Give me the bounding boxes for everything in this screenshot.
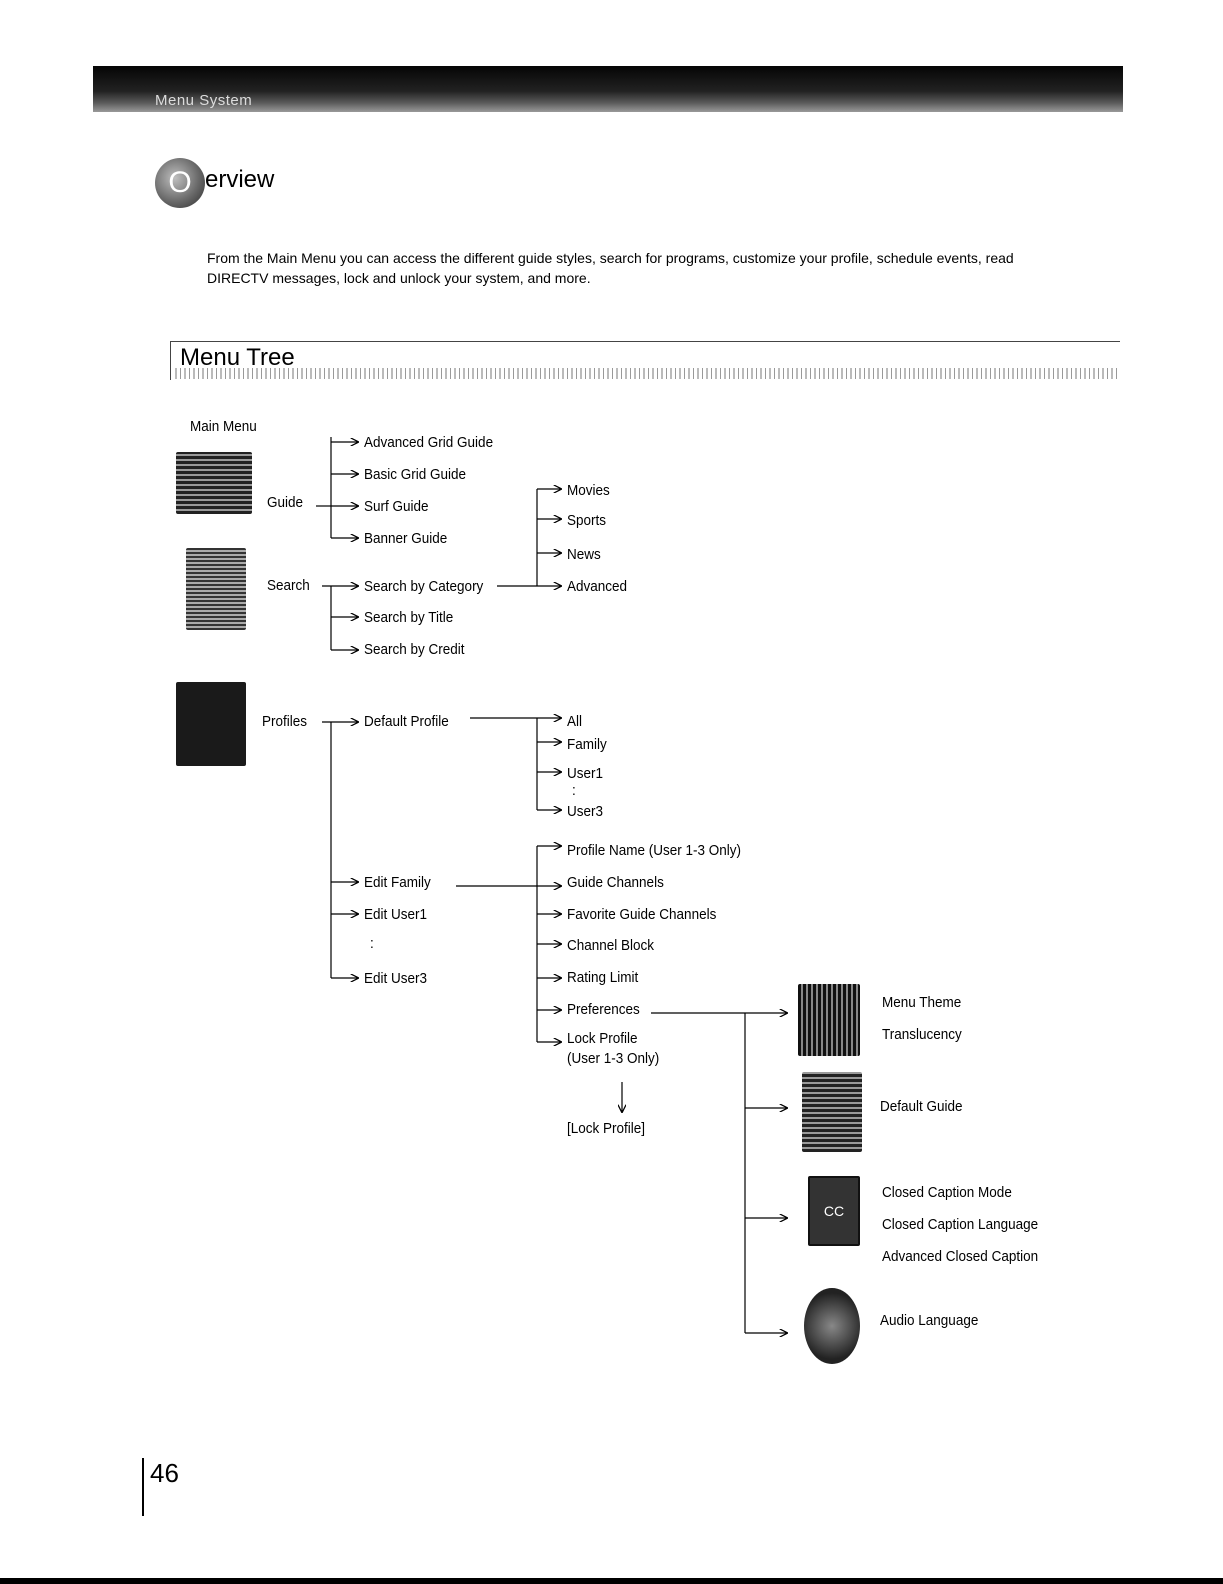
edit-profile-item: Edit User1 (364, 906, 428, 923)
lock-note: (User 1-3 Only) (567, 1050, 660, 1067)
page-number-bar (142, 1458, 144, 1516)
guide-item: Surf Guide (364, 498, 429, 515)
search-item: Search by Title (364, 609, 454, 626)
category-item: Advanced (567, 578, 628, 595)
guide-item: Basic Grid Guide (364, 466, 467, 483)
default-profile-option: Family (567, 736, 607, 753)
intro-paragraph: From the Main Menu you can access the different guide styles, search for programs, customize your profile, schedule events, read DIRECTV messages, lock and unlock your system, and more. (207, 250, 1014, 286)
profiles-icon (176, 682, 246, 766)
footer-line (0, 1578, 1223, 1584)
default-profile-item: Default Profile (364, 713, 449, 730)
closed-caption-icon: CC (808, 1176, 860, 1246)
pref-item: Closed Caption Mode (882, 1184, 1012, 1201)
edit-option: Profile Name (User 1-3 Only) (567, 842, 742, 859)
main-menu-label: Main Menu (190, 418, 257, 435)
search-item: Search by Category (364, 578, 484, 595)
edit-option: Favorite Guide Channels (567, 906, 717, 923)
edit-profile-item: : (370, 935, 374, 952)
section-title: Menu System (155, 92, 253, 109)
pref-item: Translucency (882, 1026, 962, 1043)
default-profile-option: : (572, 782, 576, 799)
pref-item: Default Guide (880, 1098, 963, 1115)
edit-profile-item: Edit User3 (364, 970, 428, 987)
category-item: Movies (567, 482, 610, 499)
pref-item: Menu Theme (882, 994, 962, 1011)
pref-item: Advanced Closed Caption (882, 1248, 1039, 1265)
preferences-option: Preferences (567, 1001, 640, 1018)
category-item: News (567, 546, 601, 563)
search-label: Search (267, 577, 310, 594)
default-profile-option: User3 (567, 803, 604, 820)
overview-badge-icon: O (155, 158, 205, 208)
pref-item: Closed Caption Language (882, 1216, 1039, 1233)
default-profile-option: User1 (567, 765, 604, 782)
edit-option: Guide Channels (567, 874, 664, 891)
guide-item: Banner Guide (364, 530, 448, 547)
edit-option: Channel Block (567, 937, 655, 954)
search-item: Search by Credit (364, 641, 465, 658)
edit-option: Rating Limit (567, 969, 639, 986)
menu-theme-icon (798, 984, 860, 1056)
default-profile-option: All (567, 713, 583, 730)
audio-language-icon (804, 1288, 860, 1364)
edit-option: Lock Profile (567, 1030, 638, 1047)
guide-icon (176, 452, 252, 514)
category-item: Sports (567, 512, 607, 529)
search-icon (186, 548, 246, 630)
default-guide-icon (802, 1072, 862, 1152)
guide-item: Advanced Grid Guide (364, 434, 494, 451)
overview-title: erview (205, 166, 275, 193)
page-number: 46 (150, 1458, 179, 1488)
menu-tree-title: Menu Tree (180, 344, 295, 371)
profiles-label: Profiles (262, 713, 308, 730)
guide-label: Guide (267, 494, 304, 511)
pref-item: Audio Language (880, 1312, 979, 1329)
lock-profile-result: [Lock Profile] (567, 1120, 646, 1137)
edit-profile-item: Edit Family (364, 874, 431, 891)
